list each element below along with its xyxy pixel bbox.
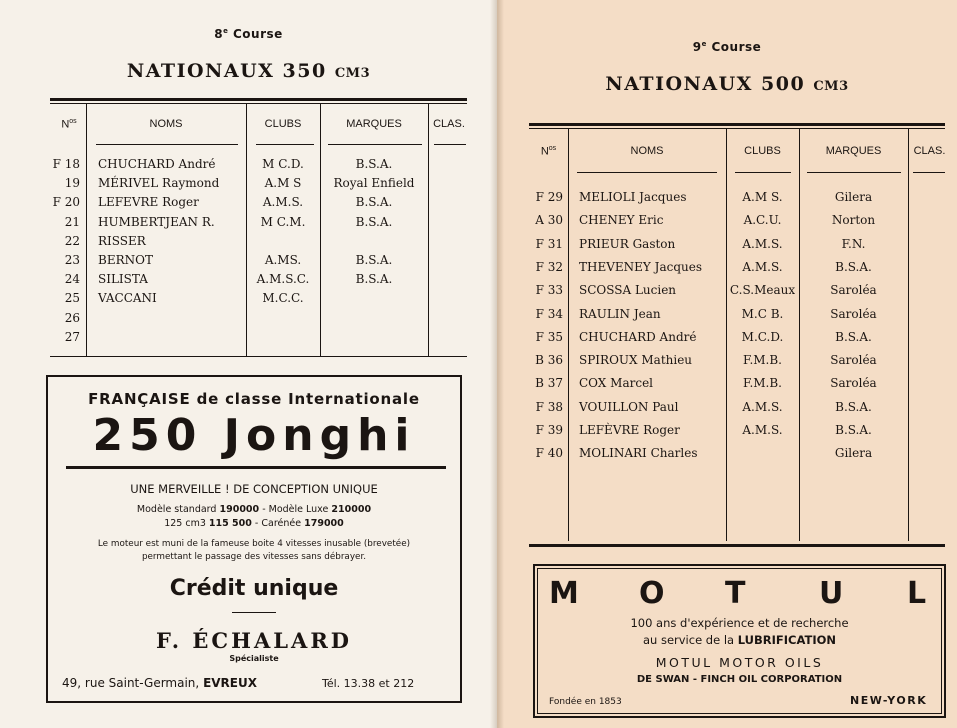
row-number: B 37 [535, 376, 563, 391]
motul-city: NEW-YORK [850, 694, 928, 707]
row-club: M.C B. [741, 306, 784, 321]
col-divider [908, 129, 909, 541]
row-club: M.C.C. [262, 291, 304, 306]
table-top-rule [529, 123, 945, 126]
row-name: CHUCHARD André [98, 157, 216, 171]
col-header-clubs: CLUBS [744, 145, 781, 157]
row-marque: Saroléa [830, 353, 877, 368]
table-bottom-rule [50, 356, 467, 357]
price-value: 190000 [219, 504, 260, 515]
ad-dealer-name: F. ÉCHALARD [156, 628, 352, 653]
row-club: A.M S [264, 176, 302, 191]
row-club: A.M.S. [742, 399, 783, 414]
row-marque: Royal Enfield [333, 176, 415, 191]
row-name: SILISTA [98, 272, 148, 287]
motul-founded: Fondée en 1853 [549, 697, 622, 707]
row-club: A.M.S. [262, 195, 304, 210]
row-marque: Saroléa [830, 283, 877, 298]
col-header-no: N [540, 145, 549, 158]
title-unit: CM3 [334, 66, 371, 81]
ad-tagline: UNE MERVEILLE ! DE CONCEPTION UNIQUE [130, 482, 378, 496]
row-club: A.M S. [742, 190, 783, 204]
col-header-marques: MARQUES [346, 118, 402, 130]
row-club: A.MS. [264, 253, 302, 267]
row-club: F.M.B. [742, 353, 782, 368]
row-club: A.C.U. [743, 213, 782, 228]
course-word: Course [233, 27, 283, 41]
price-value: 115 500 [208, 518, 252, 529]
row-number: 23 [64, 253, 80, 267]
motul-letter: U [819, 576, 844, 611]
course-number: 9 [692, 40, 702, 54]
motul-letter: L [907, 576, 927, 611]
row-club: A.M.S.C. [256, 272, 310, 287]
row-name: RAULIN Jean [579, 306, 661, 321]
row-number: A 30 [535, 213, 563, 228]
row-marque: B.S.A. [355, 157, 393, 171]
row-name: LEFEVRE Roger [98, 195, 199, 210]
row-number: 19 [64, 176, 80, 191]
col-header-no-sup: os [548, 145, 557, 152]
ad-address [62, 676, 257, 690]
title-main: NATIONAUX 350 [126, 60, 327, 82]
ad-description-2: permettant le passage des vitesses sans débrayer. [141, 552, 367, 562]
row-marque: Saroléa [830, 376, 877, 391]
row-marque: Norton [831, 213, 876, 228]
col-header-clas: CLAS. [433, 118, 465, 130]
row-name: VOUILLON Paul [579, 399, 679, 414]
row-marque: B.S.A. [355, 253, 393, 267]
row-marque: F.N. [841, 236, 866, 251]
motul-letter: O [639, 576, 665, 611]
row-number: F 18 [52, 157, 80, 171]
course-heading-9 [497, 40, 957, 54]
ad-price-line-2 [46, 518, 462, 529]
col-header-no-sup: os [69, 118, 77, 125]
col-divider [86, 104, 87, 356]
row-name: CHENEY Eric [579, 213, 664, 228]
course-heading-8 [0, 27, 497, 41]
row-name: CHUCHARD André [579, 329, 697, 344]
row-number: 21 [64, 214, 80, 229]
title-main: NATIONAUX 500 [605, 73, 806, 95]
row-name: SPIROUX Mathieu [579, 353, 693, 368]
col-divider [320, 104, 321, 356]
row-number: F 40 [535, 446, 563, 461]
row-number: 27 [64, 329, 80, 344]
row-name: MÉRIVEL Raymond [98, 176, 220, 191]
price-label: 125 cm3 [164, 518, 206, 529]
row-number: B 36 [535, 353, 563, 368]
col-header-clubs: CLUBS [264, 118, 302, 130]
row-club: A.M.S. [742, 423, 783, 437]
motul-lubrification: LUBRIFICATION [737, 633, 837, 647]
row-marque: B.S.A. [355, 195, 393, 210]
row-marque: B.S.A. [835, 329, 872, 344]
course-word: Course [711, 40, 762, 54]
row-number: 25 [64, 291, 80, 306]
col-divider [428, 104, 429, 356]
row-number: 26 [64, 310, 80, 325]
price-label: Modèle standard [136, 504, 217, 515]
header-underline [434, 144, 466, 145]
col-header-names: NOMS [630, 145, 664, 157]
header-underline [807, 172, 901, 173]
row-name: HUMBERTJEAN R. [98, 214, 215, 229]
row-number: F 34 [535, 306, 563, 321]
row-number: F 31 [535, 236, 563, 251]
row-number: 22 [64, 233, 80, 248]
row-name: MELIOLI Jacques [579, 190, 687, 204]
col-header-marques: MARQUES [825, 145, 882, 157]
price-value: 179000 [304, 518, 344, 529]
row-marque: B.S.A. [355, 272, 393, 287]
header-underline [577, 172, 717, 173]
row-name: RISSER [98, 233, 146, 248]
col-header-names: NOMS [149, 118, 183, 130]
motul-line-experience: 100 ans d'expérience et de recherche [630, 616, 849, 630]
row-number: F 38 [535, 399, 563, 414]
row-name: LEFÈVRE Roger [579, 423, 680, 437]
row-name: SCOSSA Lucien [579, 283, 677, 298]
table-top-rule [50, 98, 467, 101]
motul-corporation: DE SWAN - FINCH OIL CORPORATION [636, 674, 843, 685]
row-marque: Gilera [834, 190, 873, 204]
right-page [497, 0, 957, 728]
book-gutter [490, 0, 504, 728]
ad-line-international: FRANÇAISE de classe Internationale [88, 390, 420, 408]
row-club: M C.M. [260, 214, 306, 229]
row-name: THEVENEY Jacques [579, 259, 703, 274]
row-name: COX Marcel [579, 376, 654, 391]
price-label: - Carénée [254, 518, 302, 529]
row-club: M C.D. [262, 157, 304, 171]
motul-letter: T [725, 576, 746, 611]
ad-phone: Tél. 13.38 et 212 [322, 677, 415, 690]
row-number: F 35 [535, 329, 563, 344]
row-number: 24 [64, 272, 80, 287]
motul-letter: M [549, 576, 579, 611]
row-club: F.M.B. [742, 376, 782, 391]
table-top-rule-thin [50, 103, 467, 104]
row-number: F 33 [535, 283, 563, 298]
row-club: M.C.D. [741, 329, 784, 344]
row-marque: B.S.A. [835, 399, 872, 414]
ad-credit-unique: Crédit unique [169, 576, 339, 601]
motul-service-text: au service de la [642, 633, 735, 647]
title-unit: CM3 [813, 79, 849, 94]
ad-brand-jonghi: 250 Jonghi [92, 410, 416, 461]
row-name: PRIEUR Gaston [579, 236, 676, 251]
motul-line-lubrification [533, 633, 946, 647]
price-label: - Modèle Luxe [262, 504, 329, 515]
row-marque: Saroléa [830, 306, 877, 321]
row-marque: B.S.A. [835, 259, 872, 274]
ad-price-line-1 [46, 504, 462, 515]
header-underline [256, 144, 314, 145]
row-club: C.S.Meaux [729, 283, 796, 298]
col-header-number [52, 118, 86, 131]
row-marque: Gilera [834, 446, 873, 461]
race-title-350 [0, 60, 497, 82]
col-divider [568, 129, 569, 541]
address-street: 49, rue Saint-Germain, [62, 676, 200, 690]
row-name: BERNOT [98, 253, 153, 267]
row-name: VACCANI [98, 291, 157, 306]
col-header-no: N [61, 118, 70, 131]
ad-description-1: Le moteur est muni de la fameuse boite 4 vitesses inusable (brevetée) [97, 539, 411, 549]
course-suffix: e [701, 40, 707, 48]
header-underline [735, 172, 791, 173]
row-club: A.M.S. [742, 259, 783, 274]
col-divider [246, 104, 247, 356]
row-marque: B.S.A. [835, 423, 872, 437]
header-underline [913, 172, 945, 173]
row-number: F 29 [535, 190, 563, 204]
table-top-rule-thin [529, 128, 945, 129]
row-number: F 20 [52, 195, 80, 210]
race-title-500 [497, 73, 957, 95]
row-number: F 32 [535, 259, 563, 274]
row-name: MOLINARI Charles [579, 446, 698, 461]
row-number: F 39 [535, 423, 563, 437]
row-club: A.M.S. [742, 236, 783, 251]
row-marque: B.S.A. [355, 214, 393, 229]
ad-short-rule [232, 612, 276, 613]
course-suffix: e [223, 27, 229, 35]
motul-motor-oils: MOTUL MOTOR OILS [655, 655, 824, 670]
price-value: 210000 [331, 504, 372, 515]
col-header-number [529, 145, 568, 158]
ad-rule [66, 466, 446, 469]
course-number: 8 [214, 27, 224, 41]
header-underline [328, 144, 422, 145]
header-underline [96, 144, 238, 145]
address-city: EVREUX [203, 676, 257, 690]
ad-dealer-specialist: Spécialiste [229, 654, 279, 663]
table-bottom-rule [529, 544, 945, 547]
col-header-clas: CLAS. [913, 145, 946, 157]
